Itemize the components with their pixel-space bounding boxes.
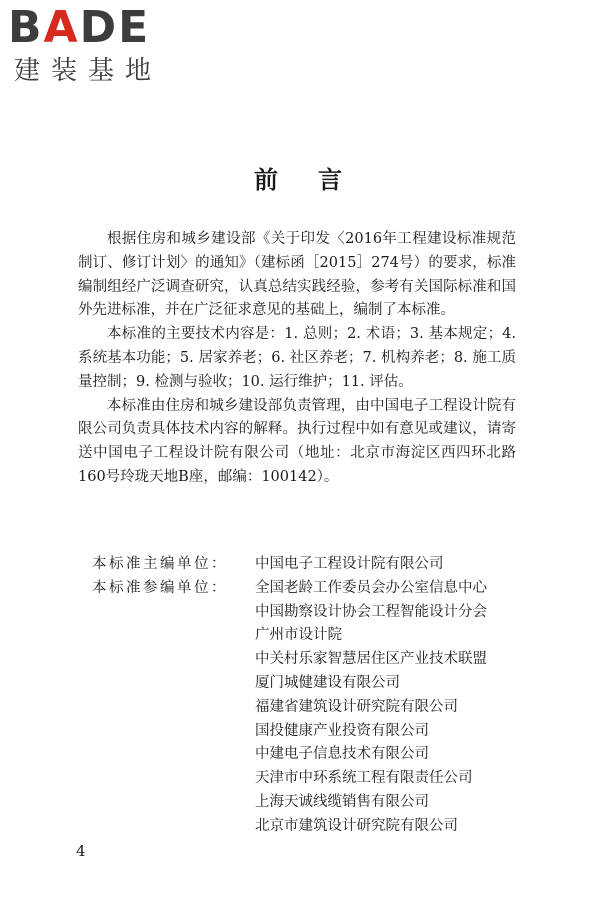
participating-unit: 国投健康产业投资有限公司 xyxy=(255,722,429,739)
chief-unit-row xyxy=(92,553,487,577)
participating-unit: 厦门城健建设有限公司 xyxy=(255,674,400,691)
participating-unit: 天津市中环系统工程有限责任公司 xyxy=(255,770,473,787)
page-title: 前言 xyxy=(254,165,382,194)
participating-units-row xyxy=(92,577,487,839)
paragraph-background: 根据住房和城乡建设部《关于印发〈2016年工程建设标准规范制订、修订计划〉的通知》（建标函［2015］274号）的要求，标准编制组经广泛调查研究，认真总结实践经验，参考有关国际标准和国外先进标准，并在广泛征求意见的基础上，编制了本标准。 xyxy=(78,231,516,319)
page-number: 4 xyxy=(76,842,86,860)
paragraph-contents: 本标准的主要技术内容是：1. 总则；2. 术语；3. 基本规定；4. 系统基本功能；5. 居家养老；6. 社区养老；7. 机构养老；8. 施工质量控制；9. 检测与验收；10. 运行维护；11. 评估。 xyxy=(78,326,516,390)
participating-unit: 中关村乐家智慧居住区产业技术联盟 xyxy=(255,651,487,668)
participating-unit-list xyxy=(255,577,487,839)
participating-unit: 全国老龄工作委员会办公室信息中心 xyxy=(255,579,487,596)
participating-unit: 福建省建筑设计研究院有限公司 xyxy=(255,698,458,715)
drafting-units xyxy=(92,553,487,839)
participating-unit: 北京市建筑设计研究院有限公司 xyxy=(255,817,458,834)
participating-unit: 广州市设计院 xyxy=(255,627,342,644)
participating-unit: 上海天诚线缆销售有限公司 xyxy=(255,793,429,810)
logo-wordmark: BADE xyxy=(8,2,151,53)
participating-unit-label: 本标准参编单位： xyxy=(92,579,228,596)
bade-logo xyxy=(8,2,162,88)
preface-body xyxy=(78,228,516,490)
paragraph-management: 本标准由住房和城乡建设部负责管理，由中国电子工程设计院有限公司负责具体技术内容的解释。执行过程中如有意见或建议，请寄送中国电子工程设计院有限公司（地址：北京市海淀区西四环北路160号玲珑天地B座，邮编：100142）。 xyxy=(78,397,516,485)
logo-subtitle: 建装基地 xyxy=(14,56,163,86)
participating-unit: 中建电子信息技术有限公司 xyxy=(255,746,429,763)
chief-unit-name: 中国电子工程设计院有限公司 xyxy=(255,556,444,572)
chief-unit-label: 本标准主编单位： xyxy=(92,556,228,572)
participating-unit: 中国勘察设计协会工程智能设计分会 xyxy=(255,603,487,620)
